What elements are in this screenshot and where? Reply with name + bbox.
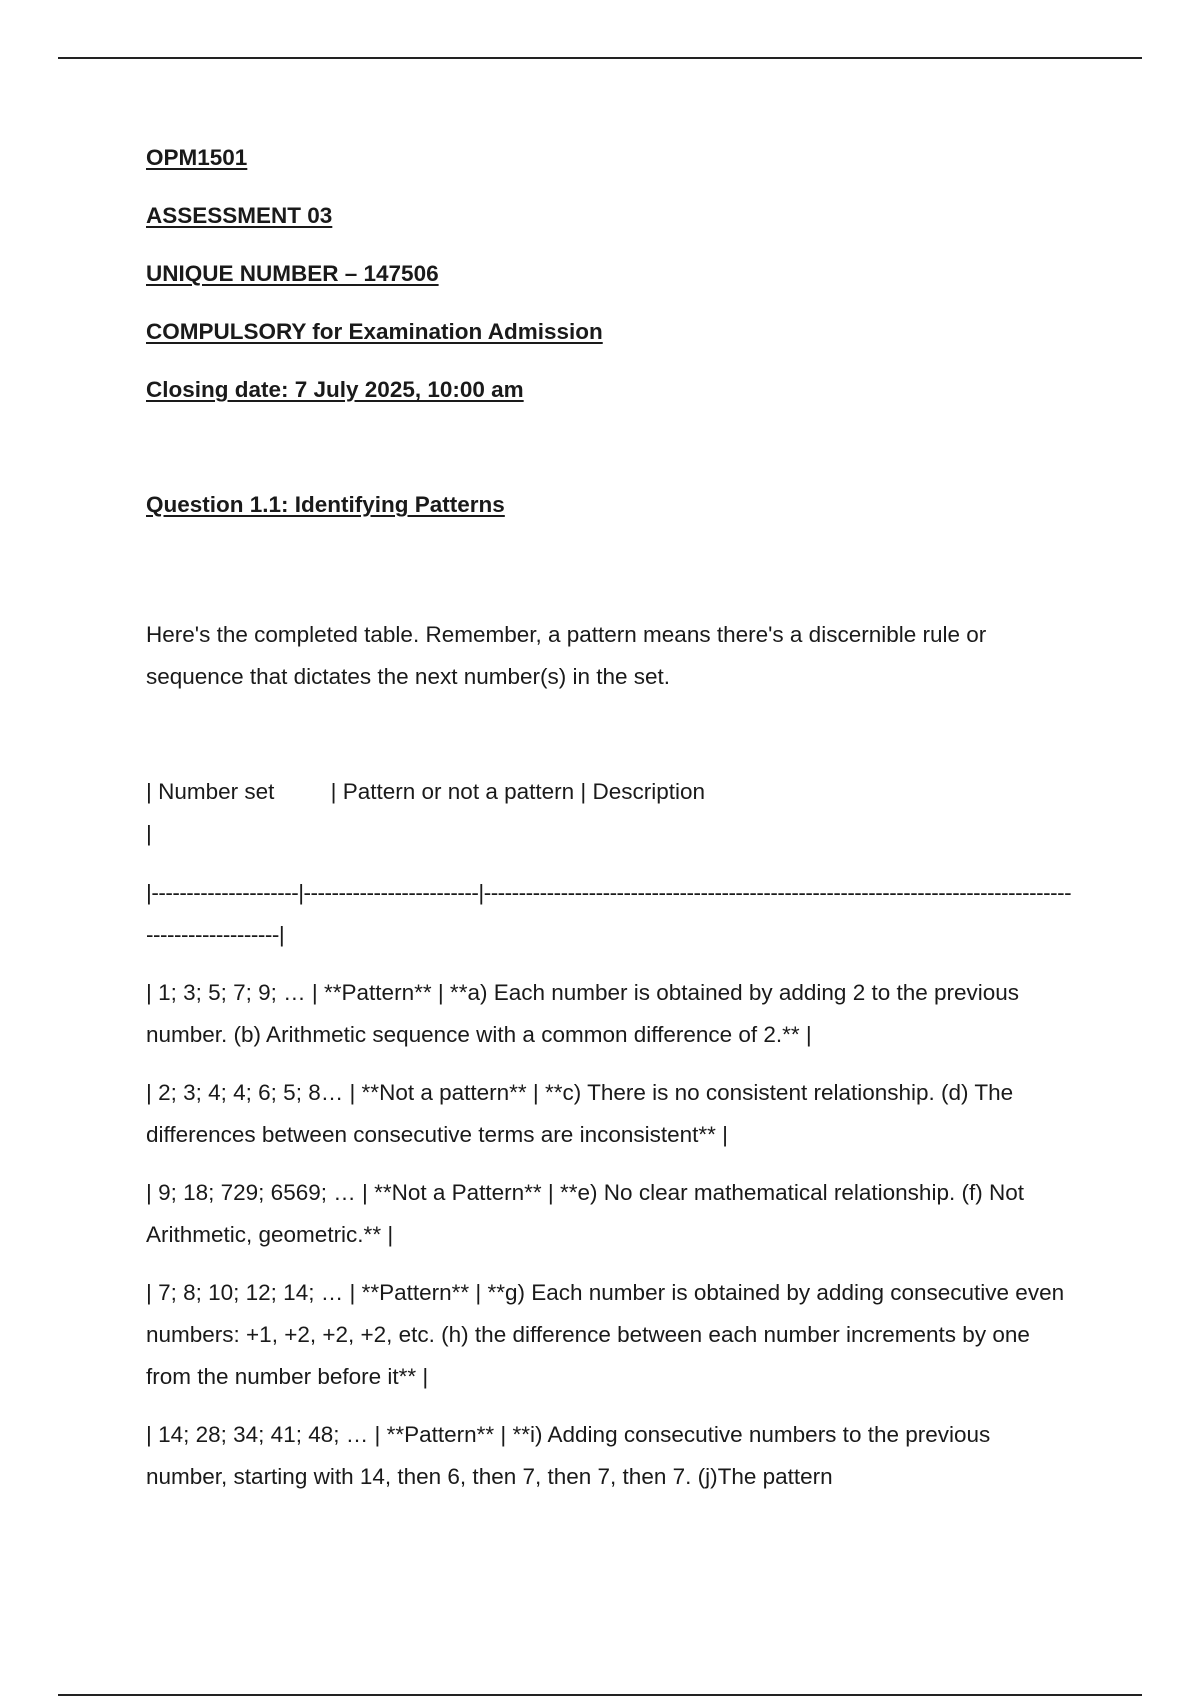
- intro-paragraph: Here's the completed table. Remember, a pattern means there's a discernible rule or sequence that dictates the next number(s) in the set.: [146, 622, 987, 689]
- question-title: Question 1.1: Identifying Patterns: [146, 492, 505, 517]
- unique-number: UNIQUE NUMBER – 147506: [146, 261, 439, 286]
- assessment-title: ASSESSMENT 03: [146, 203, 333, 228]
- page-content: [146, 144, 1099, 1498]
- table-row: | 2; 3; 4; 4; 6; 5; 8… | **Not a pattern** | **c) There is no consistent relationship. (d) The differences between consecutive terms are inconsistent** |: [146, 1080, 1014, 1147]
- table-header-row: | Number set | Pattern or not a pattern | Description |: [146, 779, 1099, 846]
- table-row: | 7; 8; 10; 12; 14; … | **Pattern** | **g) Each number is obtained by adding consecutive even numbers: +1, +2, +2, +2, etc. (h) the difference between each number increments by one from the number before it** |: [146, 1280, 1065, 1389]
- table-row: | 1; 3; 5; 7; 9; … | **Pattern** | **a) Each number is obtained by adding 2 to the previous number. (b) Arithmetic sequence with a common difference of 2.** |: [146, 980, 1020, 1047]
- course-code: OPM1501: [146, 145, 248, 170]
- table-row: | 14; 28; 34; 41; 48; … | **Pattern** | **i) Adding consecutive numbers to the previous number, starting with 14, then 6, then 7, then 7, then 7. (j)The pattern: [146, 1422, 991, 1489]
- closing-date: Closing date: 7 July 2025, 10:00 am: [146, 377, 524, 402]
- table-separator-text: |---------------------|-------------------------|-------------------------------------------------------------------------------------------------------|: [146, 880, 1072, 947]
- bottom-rule: [58, 1694, 1142, 1696]
- compulsory-note: COMPULSORY for Examination Admission: [146, 319, 603, 344]
- table-separator: [146, 872, 1076, 956]
- top-rule: [58, 57, 1142, 59]
- table-row: | 9; 18; 729; 6569; … | **Not a Pattern** | **e) No clear mathematical relationship. (f) Not Arithmetic, geometric.** |: [146, 1180, 1024, 1247]
